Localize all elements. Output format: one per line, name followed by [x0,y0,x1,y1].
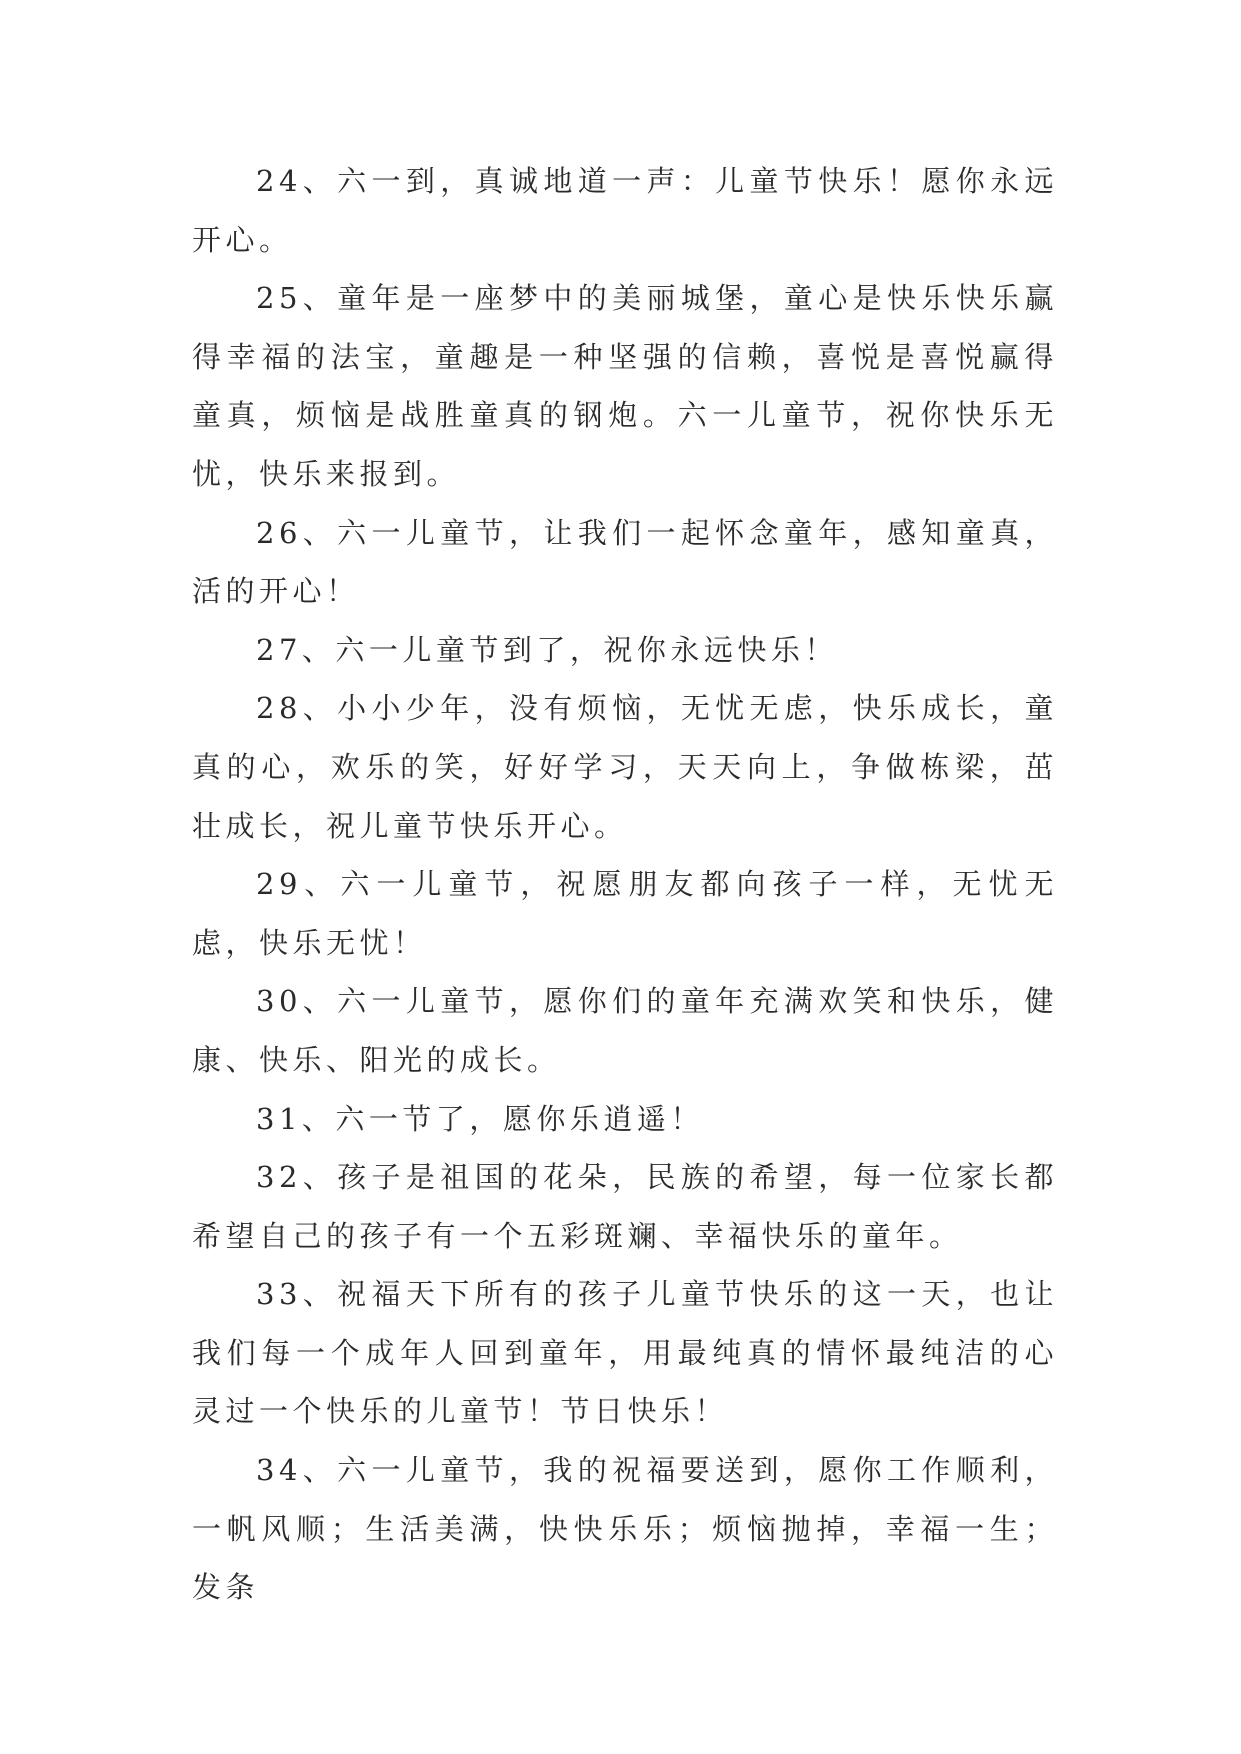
paragraph-25: 25、童年是一座梦中的美丽城堡，童心是快乐快乐赢得幸福的法宝，童趣是一种坚强的信赖，喜悦是喜悦赢得童真，烦恼是战胜童真的钢炮。六一儿童节，祝你快乐无忧，快乐来报到。 [192,281,1058,491]
paragraph-32: 32、孩子是祖国的花朵，民族的希望，每一位家长都希望自己的孩子有一个五彩斑斓、幸福快乐的童年。 [192,1160,1058,1253]
paragraph-26: 26、六一儿童节，让我们一起怀念童年，感知童真，活的开心！ [192,515,1058,609]
paragraph-28: 28、小小少年，没有烦恼，无忧无虑，快乐成长，童真的心，欢乐的笑，好好学习，天天向上，争做栋梁，茁壮成长，祝儿童节快乐开心。 [192,691,1058,843]
paragraph-29: 29、六一儿童节，祝愿朋友都向孩子一样，无忧无虑，快乐无忧！ [192,867,1058,960]
paragraph-33: 33、祝福天下所有的孩子儿童节快乐的这一天，也让我们每一个成年人回到童年，用最纯真的情怀最纯洁的心灵过一个快乐的儿童节！节日快乐！ [192,1277,1058,1429]
document-body [192,152,1058,1617]
paragraph-34: 34、六一儿童节，我的祝福要送到，愿你工作顺利，一帆风顺；生活美满，快快乐乐；烦恼抛掉，幸福一生；发条 [192,1453,1058,1605]
paragraph-24: 24、六一到，真诚地道一声：儿童节快乐！愿你永远开心。 [192,164,1058,257]
paragraph-31: 31、六一节了，愿你乐逍遥！ [256,1101,704,1136]
paragraph-30: 30、六一儿童节，愿你们的童年充满欢笑和快乐，健康、快乐、阳光的成长。 [192,984,1058,1077]
paragraph-27: 27、六一儿童节到了，祝你永远快乐！ [256,632,838,667]
